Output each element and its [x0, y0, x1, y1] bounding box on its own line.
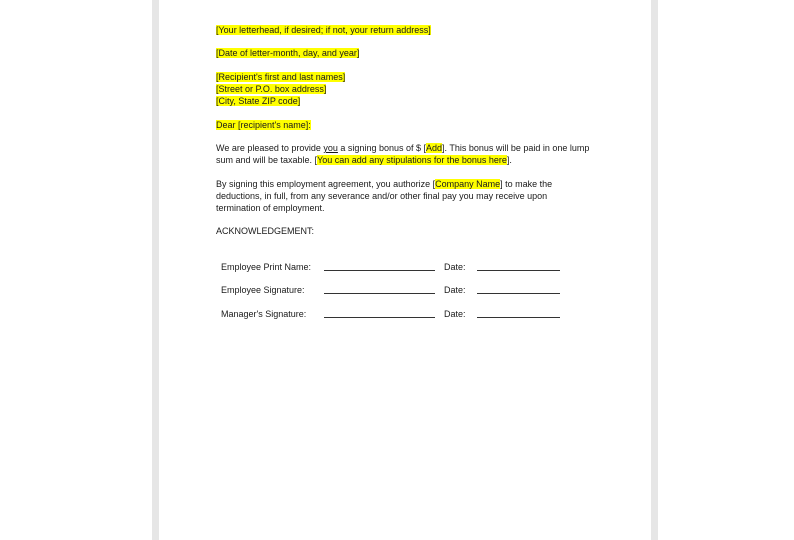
manager-signature-date-label: Date: [444, 309, 466, 319]
paragraph-2-text: deductions, in full, from any severance and/or other final pay you may receive upon [216, 191, 548, 201]
bonus-amount-placeholder[interactable]: Add [425, 143, 442, 153]
manager-signature-label: Manager's Signature: [221, 309, 307, 319]
paragraph-1-text: ]. [506, 155, 512, 165]
recipient-name-placeholder[interactable]: [Recipient's first and last names] [216, 72, 346, 82]
manager-signature-line[interactable] [324, 317, 435, 318]
paragraph-1-line-2 [216, 154, 512, 166]
paragraph-2-text: By signing this employment agreement, you authorize [ [216, 179, 436, 189]
paragraph-1-text: sum and will be taxable. [ [216, 155, 318, 165]
page-gutter-left [152, 0, 159, 540]
paragraph-2-line-3 [216, 202, 325, 214]
document-page[interactable] [159, 0, 651, 540]
paragraph-2-text: termination of employment. [216, 203, 325, 213]
paragraph-2-text: ] to make the [500, 179, 553, 189]
city-placeholder[interactable]: [City, State ZIP code] [216, 96, 301, 106]
employee-signature-date-label: Date: [444, 285, 466, 295]
employee-signature-label: Employee Signature: [221, 285, 305, 295]
employee-print-name-label: Employee Print Name: [221, 262, 312, 272]
date-placeholder[interactable]: [Date of letter-month, day, and year] [216, 48, 360, 58]
street-line [216, 83, 326, 95]
employee-print-name-date-label: Date: [444, 262, 466, 272]
city-line [216, 95, 300, 107]
employee-print-name-line[interactable] [324, 270, 435, 271]
word-you: you [323, 143, 338, 153]
paragraph-1-text: a signing bonus of $ [ [337, 143, 426, 153]
salutation-line [216, 119, 311, 131]
paragraph-2-line-2 [216, 190, 547, 202]
recipient-name-line [216, 71, 345, 83]
letterhead-line [216, 24, 431, 36]
page-gutter-right [651, 0, 658, 540]
salutation-placeholder[interactable]: Dear [recipient's name]: [216, 120, 311, 130]
paragraph-2-line-1 [216, 178, 552, 190]
street-placeholder[interactable]: [Street or P.O. box address] [216, 84, 327, 94]
company-name-placeholder[interactable]: Company Name [435, 179, 501, 189]
paragraph-1-line-1 [216, 142, 589, 154]
acknowledgement-heading: ACKNOWLEDGEMENT: [216, 226, 315, 236]
paragraph-1-text: We are pleased to provide [216, 143, 324, 153]
stipulations-placeholder[interactable]: You can add any stipulations for the bonus here [317, 155, 507, 165]
date-line [216, 47, 359, 59]
paragraph-1-text: ]. This bonus will be paid in one lump [442, 143, 590, 153]
employee-signature-date-line[interactable] [477, 293, 560, 294]
manager-signature-date-line[interactable] [477, 317, 560, 318]
employee-signature-line[interactable] [324, 293, 435, 294]
employee-print-name-date-line[interactable] [477, 270, 560, 271]
letterhead-placeholder[interactable]: [Your letterhead, if desired; if not, your return address] [216, 25, 431, 35]
